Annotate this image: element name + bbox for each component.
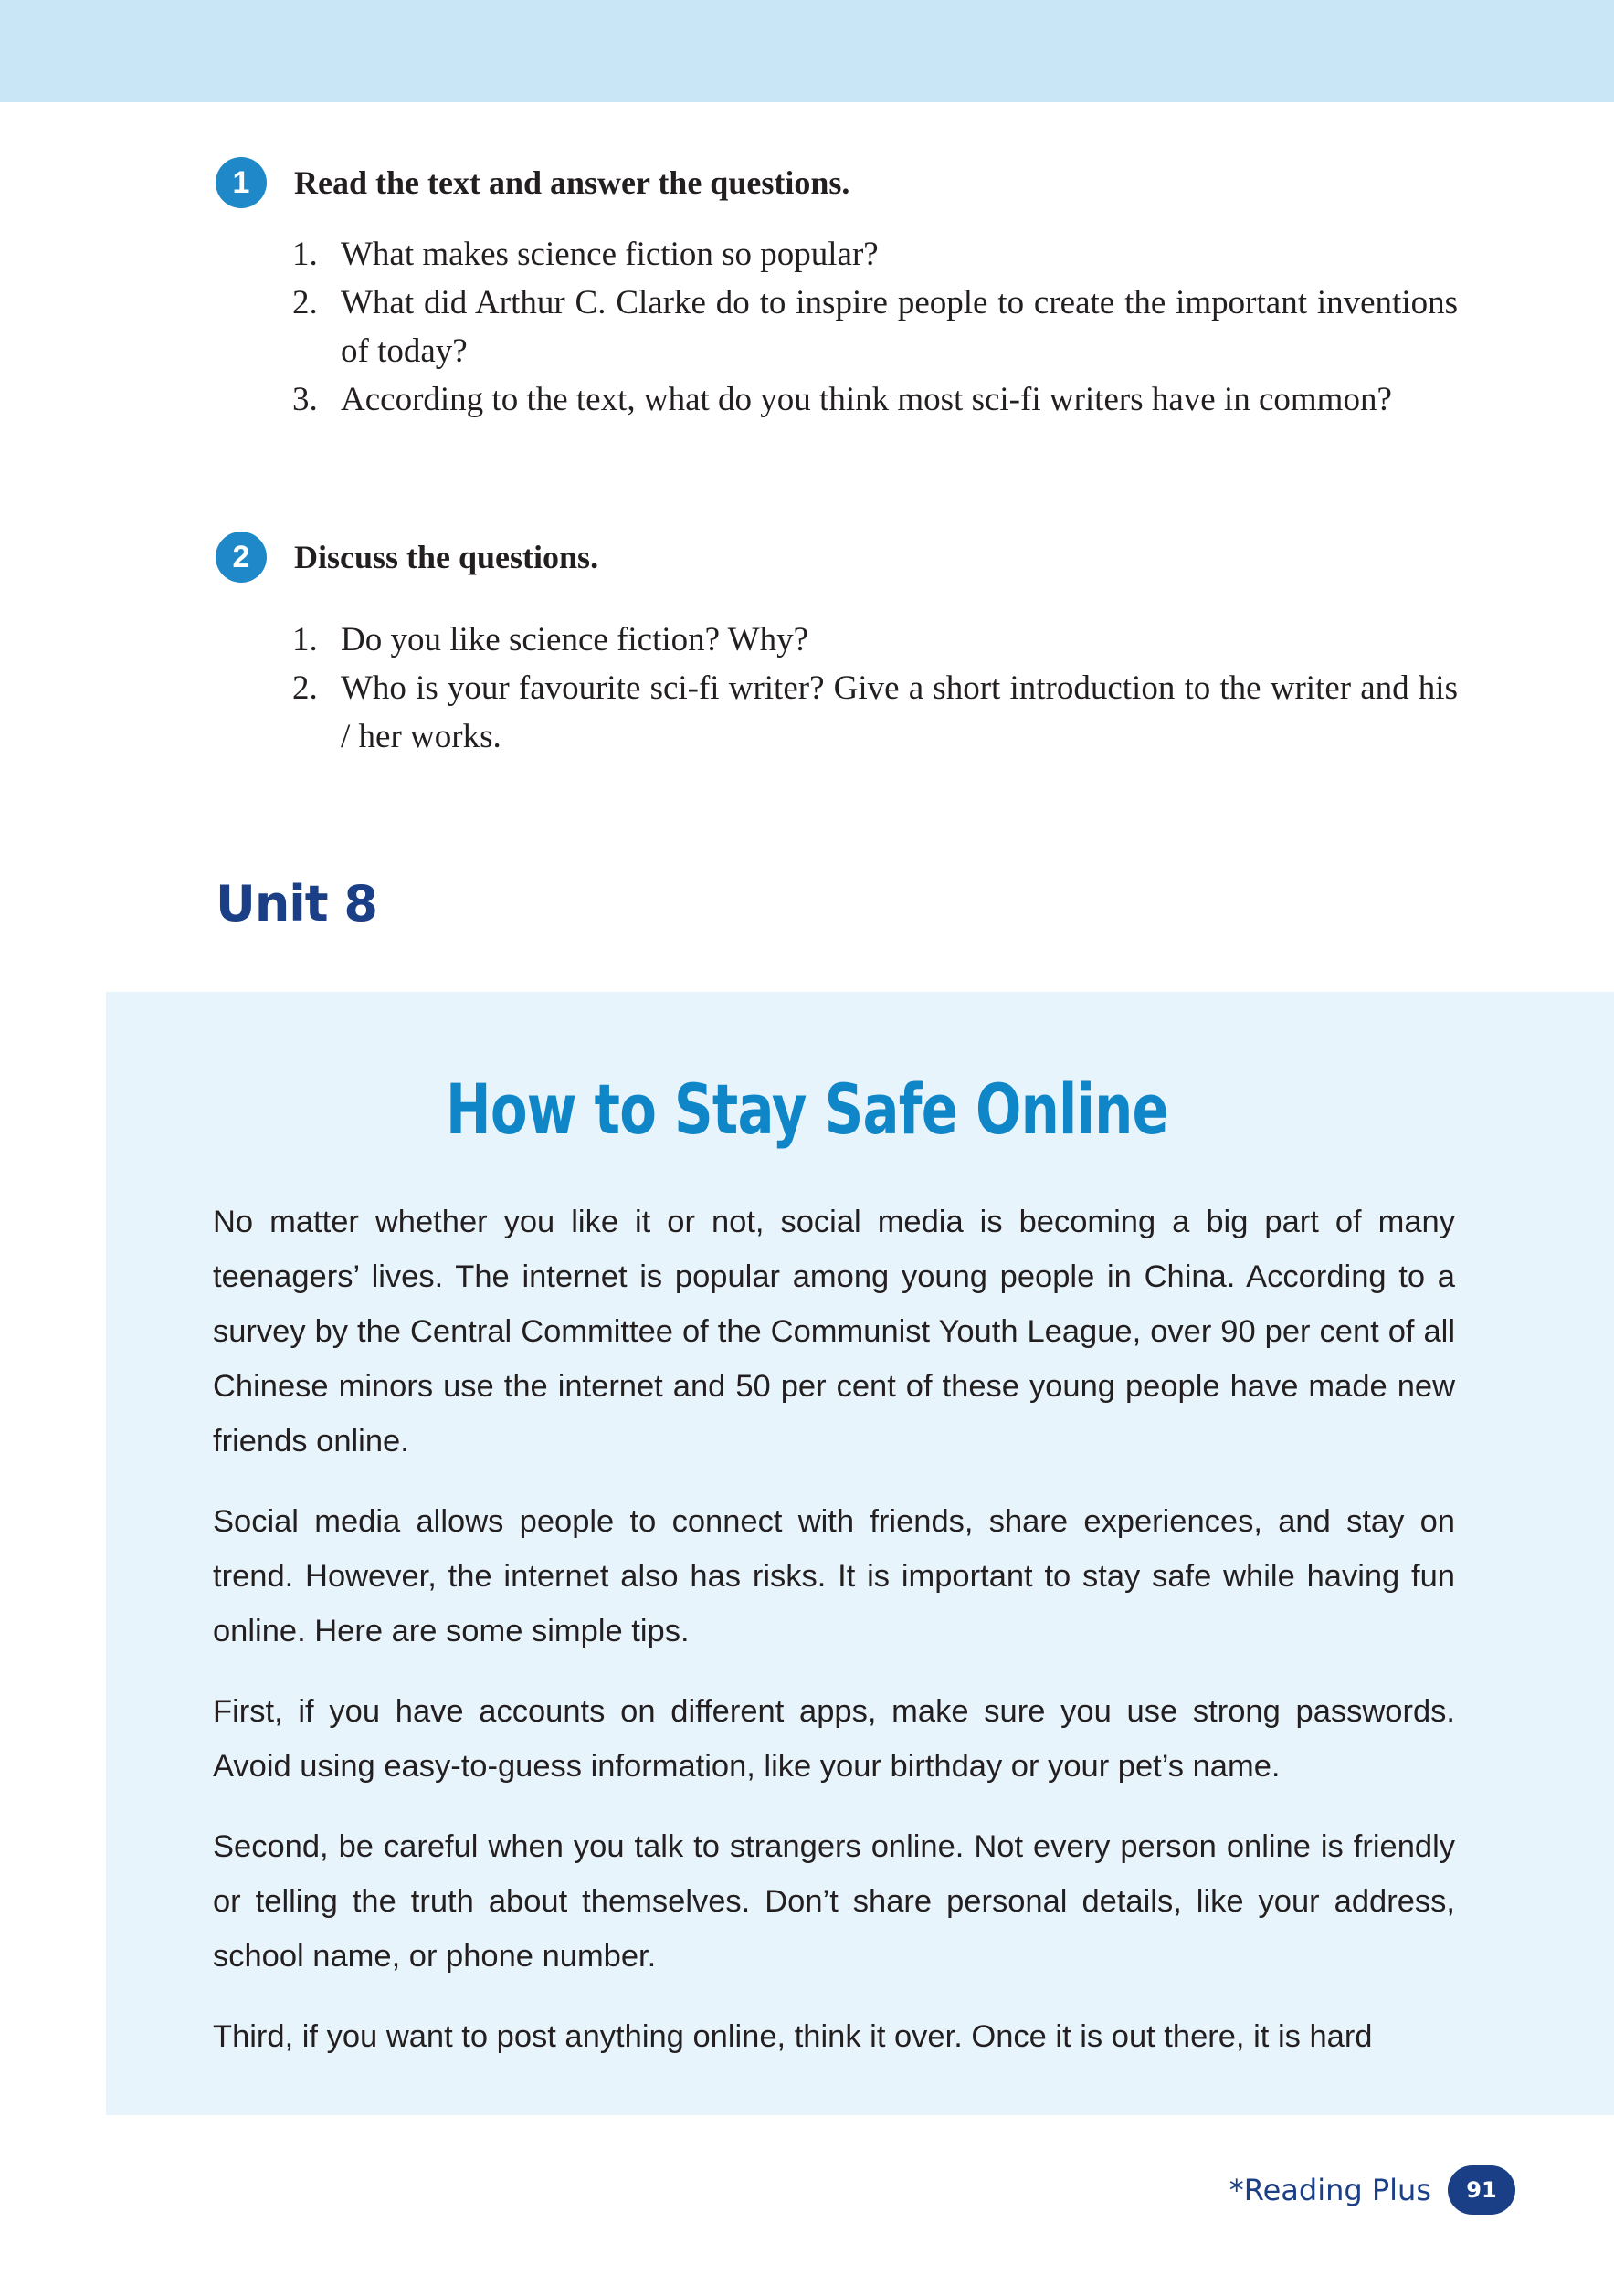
section-label: *Reading Plus [1229,2173,1431,2207]
reading-paragraph: Third, if you want to post anything online, think it over. Once it is out there, it is hard [213,2019,1373,2054]
question-text: According to the text, what do you think most sci-fi writers have in common? [341,381,1392,418]
question-number: 3. [292,381,318,418]
exercise-number-badge: 2 [216,532,267,583]
exercise-1 [216,157,1463,418]
page-number-badge: 91 [1448,2165,1515,2215]
reading-body [213,1195,1455,2090]
exercise-instruction: Discuss the questions. [294,539,599,575]
question-item [292,616,1458,664]
exercise-2 [216,532,1463,755]
header-band [0,0,1614,102]
question-text: Do you like science fiction? Why? [341,621,809,658]
reading-paragraph: First, if you have accounts on different apps, make sure you use strong passwords. Avoid using easy-to-guess information, like your birthday or your pet’s name. [213,1694,1455,1784]
reading-paragraph: Second, be careful when you talk to strangers online. Not every person online is friendly or telling the truth about themselves. Don’t share personal details, like your address, school name, or phone number. [213,1829,1455,1974]
page-footer [1229,2164,1515,2216]
question-item [292,230,1458,279]
question-text: What did Arthur C. Clarke do to inspire people to create the important inventions of today? [341,284,1458,370]
unit-heading: Unit 8 [216,875,377,932]
question-list [292,616,1458,761]
exercise-instruction: Read the text and answer the questions. [294,164,850,201]
reading-title: How to Stay Safe Online [446,1069,1168,1150]
question-text: Who is your favourite sci-fi writer? Give a short introduction to the writer and his / her works. [341,669,1458,755]
question-number: 2. [292,669,318,707]
question-list [292,230,1458,424]
question-number: 1. [292,621,318,658]
question-number: 1. [292,236,318,273]
reading-paragraph: Social media allows people to connect with friends, share experiences, and stay on trend. However, the internet also has risks. It is important to stay safe while having fun online. Here are some simple tips. [213,1504,1455,1648]
question-item [292,664,1458,761]
question-item [292,375,1458,424]
question-text: What makes science fiction so popular? [341,236,879,273]
reading-paragraph: No matter whether you like it or not, social media is becoming a big part of many teenagers’ lives. The internet is popular among young people in China. According to a survey by the Central Committee of the Communist Youth League, over 90 per cent of all Chinese minors use the internet and 50 per cent of these young people have made new friends online. [213,1205,1455,1459]
question-number: 2. [292,284,318,321]
question-item [292,279,1458,375]
exercise-number-badge: 1 [216,157,267,208]
